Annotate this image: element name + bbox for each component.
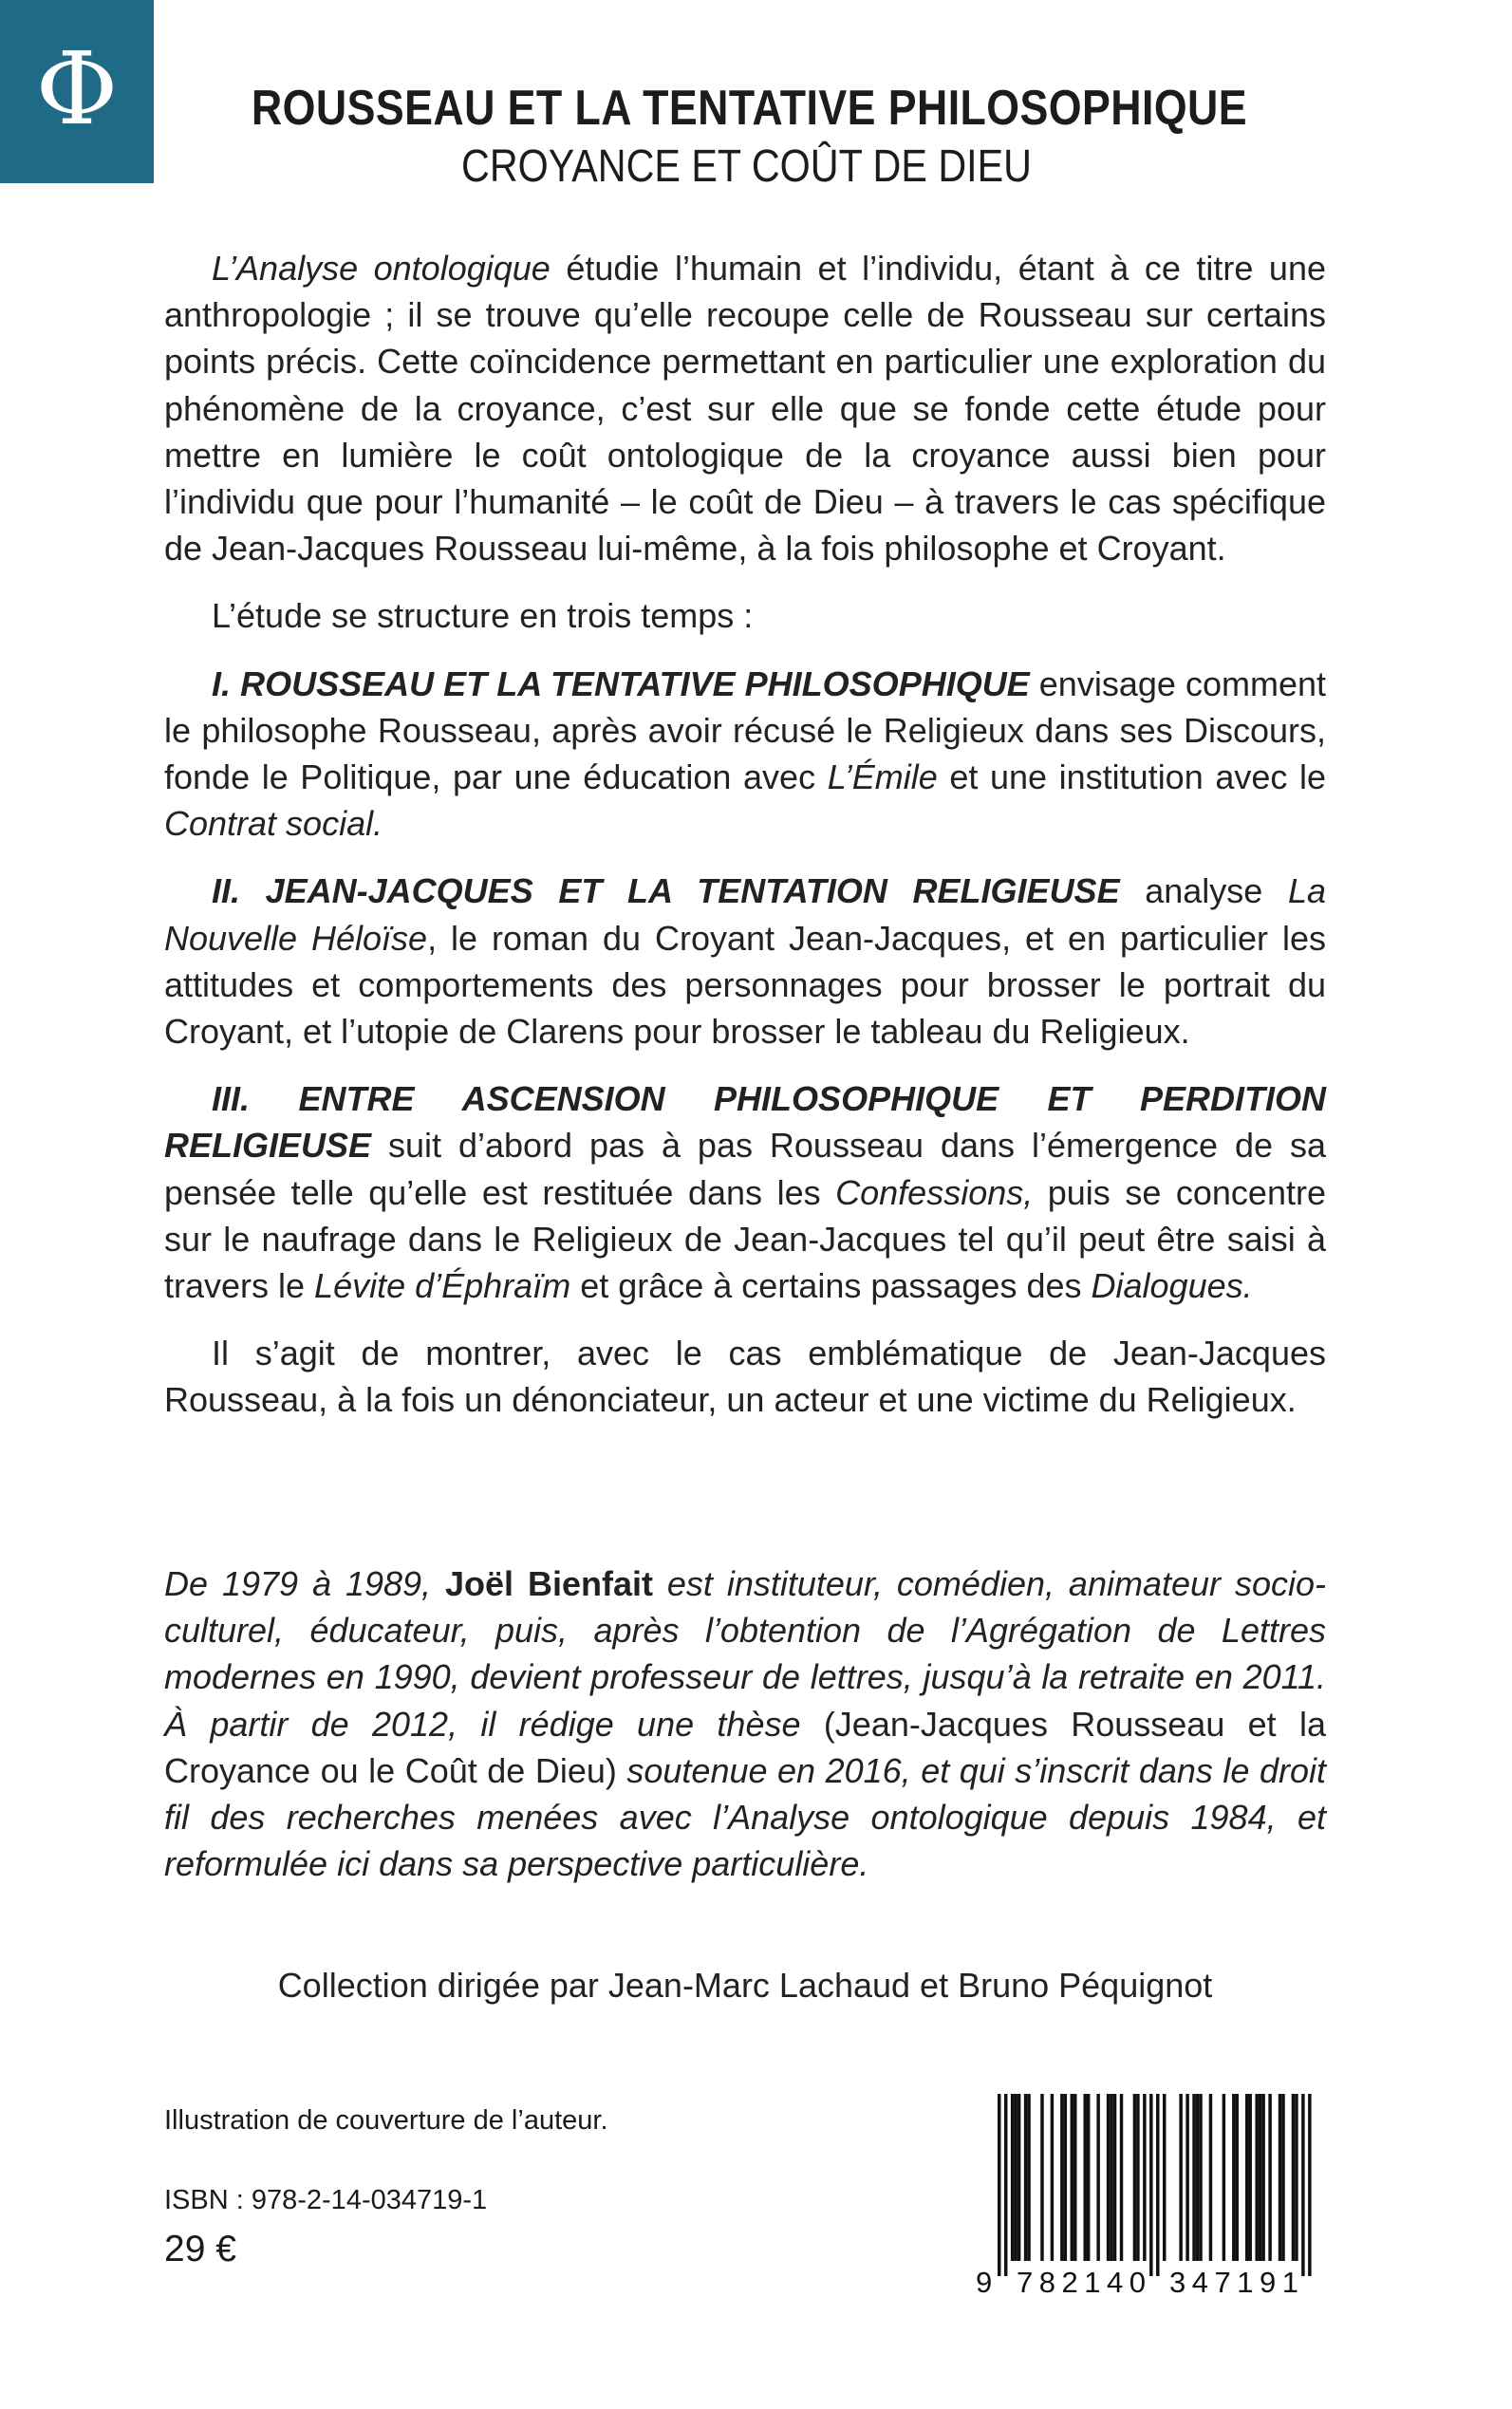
author-name: Joël Bienfait xyxy=(444,1564,653,1603)
barcode-bar xyxy=(1301,2094,1304,2276)
barcode-bar xyxy=(1248,2094,1251,2261)
barcode-bar xyxy=(1083,2094,1086,2261)
barcode-bar xyxy=(1073,2094,1076,2261)
barcode-bar xyxy=(1255,2094,1258,2261)
barcode-bar xyxy=(1245,2094,1248,2261)
barcode-bar xyxy=(1107,2094,1110,2261)
barcode-bar xyxy=(1060,2094,1063,2261)
barcode-bar xyxy=(1120,2094,1123,2261)
barcode-bar xyxy=(1143,2094,1146,2261)
barcode-bar xyxy=(1087,2094,1090,2261)
barcode-bar xyxy=(998,2094,1000,2276)
barcode-bar xyxy=(1064,2094,1067,2261)
barcode-bar xyxy=(1133,2094,1136,2261)
barcode-bar xyxy=(1268,2094,1271,2261)
part-3-paragraph: III. ENTRE ASCENSION PHILOSOPHIQUE ET PERDITION RELIGIEUSE suit d’abord pas à pas Rousseau dans l’émergence de sa pensée telle qu’elle est restituée dans les Confessions, puis se concentre sur le naufrage dans le Religieux de Jean-Jacques tel qu’il peut être saisi à travers le Lévite d’Éphraïm et grâce à certains passages des Dialogues. xyxy=(164,1079,1326,1306)
barcode-bar xyxy=(1027,2094,1030,2261)
summary-conclusion: Il s’agit de montrer, avec le cas emblématique de Jean-Jacques Rousseau, à la fois un dénonciateur, un acteur et une victime du Religieux. xyxy=(164,1334,1326,1420)
barcode-first-digit: 9 xyxy=(976,2266,993,2299)
book-title: ROUSSEAU ET LA TENTATIVE PHILOSOPHIQUE xyxy=(251,81,1248,136)
isbn: ISBN : 978-2-14-034719-1 xyxy=(164,2185,488,2215)
part-2-heading: II. JEAN-JACQUES ET LA TENTATION RELIGIEUSE xyxy=(212,871,1120,911)
barcode-bar xyxy=(1096,2094,1099,2261)
barcode-bar xyxy=(1113,2094,1116,2261)
analyse-ontologique-italic: L’Analyse ontologique xyxy=(212,249,551,288)
part-3-heading: III. ENTRE ASCENSION PHILOSOPHIQUE ET PERDITION RELIGIEUSE xyxy=(164,1079,1326,1166)
barcode-bar xyxy=(1014,2094,1017,2261)
collection-credit: Collection dirigée par Jean-Marc Lachaud et Bruno Péquignot xyxy=(277,1966,1213,2005)
part-1-heading: I. ROUSSEAU ET LA TENTATIVE PHILOSOPHIQUE xyxy=(212,663,1030,703)
illustration-credit: Illustration de couverture de l’auteur. xyxy=(164,2105,608,2136)
barcode-bar xyxy=(1163,2094,1166,2261)
barcode-bar xyxy=(1149,2094,1152,2276)
book-subtitle: CROYANCE ET COÛT DE DIEU xyxy=(461,141,1032,192)
barcode-bar xyxy=(1136,2094,1139,2261)
barcode-bar xyxy=(1308,2094,1311,2276)
barcode-bar xyxy=(1156,2094,1159,2276)
barcode-bar xyxy=(1295,2094,1297,2261)
publisher-logo xyxy=(0,0,154,183)
barcode xyxy=(972,2094,1326,2299)
barcode-bar xyxy=(1261,2094,1264,2261)
barcode-bar xyxy=(1011,2094,1014,2261)
part-1-paragraph: I. ROUSSEAU ET LA TENTATIVE PHILOSOPHIQUE envisage comment le philosophe Rousseau, après avoir récusé le Religieux dans ses Discours, fonde le Politique, par une éducation avec L’Émile et une institution avec le Contrat social. xyxy=(164,663,1326,844)
barcode-bar xyxy=(1017,2094,1020,2261)
phi-logo-icon: Φ xyxy=(35,29,119,147)
barcode-bar xyxy=(1281,2094,1284,2261)
barcode-bar xyxy=(1004,2094,1007,2276)
barcode-bar xyxy=(1185,2094,1188,2261)
barcode-bar xyxy=(1223,2094,1225,2261)
summary-text xyxy=(164,245,1326,1445)
barcode-bar xyxy=(1071,2094,1073,2261)
barcode-bar xyxy=(1192,2094,1195,2261)
barcode-bar xyxy=(1196,2094,1199,2261)
barcode-bar xyxy=(1199,2094,1202,2261)
barcode-bar xyxy=(1024,2094,1027,2261)
barcode-bar xyxy=(1292,2094,1295,2261)
author-bio: De 1979 à 1989, Joël Bienfait est instituteur, comédien, animateur socio-culturel, éducateur, puis, après l’obtention de l’Agrégation de Lettres modernes en 1990, devient professeur de lettres, jusqu’à la retraite en 2011. À partir de 2012, il rédige une thèse (Jean-Jacques Rousseau et la Croyance ou le Coût de Dieu) soutenue en 2016, et qui s’inscrit dans le droit fil des recherches menées avec l’Analyse ontologique depuis 1984, et reformulée ici dans sa perspective particulière. xyxy=(164,1564,1327,1884)
barcode-bar xyxy=(1051,2094,1054,2261)
barcode-left-digits: 782140 xyxy=(1017,2266,1146,2299)
summary-paragraph-2: L’étude se structure en trois temps : xyxy=(212,596,754,636)
barcode-bar xyxy=(1209,2094,1212,2261)
barcode-bar xyxy=(1179,2094,1182,2261)
price: 29 € xyxy=(164,2229,236,2269)
summary-paragraph-1: L’Analyse ontologique étudie l’humain et l’individu, étant à ce titre une anthropologie ; il se trouve qu’elle recoupe celle de Rousseau sur certains points précis. Cette coïncidence permettant en particulier une exploration du phénomène de la croyance, c’est sur elle que se fonde cette étude pour mettre en lumière le coût ontologique de la croyance aussi bien pour l’individu que pour l’humanité – le coût de Dieu – à travers le cas spécifique de Jean-Jacques Rousseau lui-même, à la fois philosophe et Croyant. xyxy=(164,249,1326,569)
barcode-bar xyxy=(1040,2094,1043,2261)
barcode-bar xyxy=(1259,2094,1261,2261)
barcode-bar xyxy=(1279,2094,1281,2261)
thesis-title: (Jean-Jacques Rousseau et la Croyance ou le Coût de Dieu) xyxy=(164,1704,1327,1790)
barcode-bar xyxy=(1232,2094,1235,2261)
barcode-bar xyxy=(1236,2094,1239,2261)
part-2-paragraph: II. JEAN-JACQUES ET LA TENTATION RELIGIEUSE analyse La Nouvelle Héloïse, le roman du Croyant Jean-Jacques, et en particulier les attitudes et comportements des personnages pour brosser le portrait du Croyant, et l’utopie de Clarens pour brosser le tableau du Religieux. xyxy=(164,871,1327,1052)
barcode-bar xyxy=(1110,2094,1112,2261)
barcode-right-digits: 347191 xyxy=(1169,2266,1298,2299)
